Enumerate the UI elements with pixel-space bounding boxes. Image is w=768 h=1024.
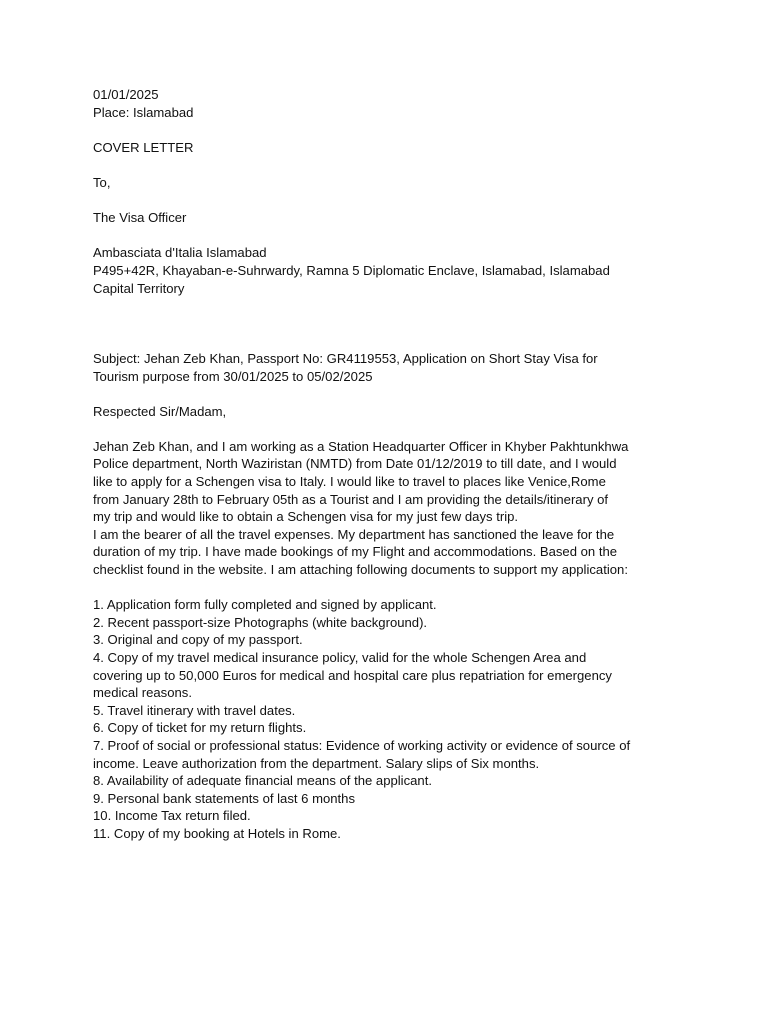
list-item <box>93 596 693 614</box>
letter-salutation: Respected Sir/Madam, <box>93 403 227 419</box>
list-item-line: 2. Recent passport-size Photographs (white background). <box>93 614 428 630</box>
body-line: I am the bearer of all the travel expenses. My department has sanctioned the leave for the <box>93 526 615 542</box>
letter-to: To, <box>93 174 111 190</box>
body-line: like to apply for a Schengen visa to Italy. I would like to travel to places like Venice,Rome <box>93 474 606 490</box>
list-item-line: 4. Copy of my travel medical insurance policy, valid for the whole Schengen Area and <box>93 650 587 665</box>
body-line: Police department, North Waziristan (NMTD) from Date 01/12/2019 to till date, and I would <box>93 456 617 472</box>
letter-address-line-2: Capital Territory <box>93 280 185 296</box>
list-item-line: income. Leave authorization from the department. Salary slips of Six months. <box>93 755 540 771</box>
letter-body <box>93 438 693 579</box>
list-item <box>93 649 693 702</box>
spacer <box>93 156 693 174</box>
letter-embassy: Ambasciata d'Italia Islamabad <box>93 245 267 261</box>
list-item-line: 1. Application form fully completed and signed by applicant. <box>93 597 437 613</box>
list-item <box>93 790 693 808</box>
list-item-line: 9. Personal bank statements of last 6 months <box>93 790 356 806</box>
list-item <box>93 614 693 632</box>
documents-list <box>93 596 693 842</box>
letter-heading: COVER LETTER <box>93 139 194 155</box>
list-item-line: 3. Original and copy of my passport. <box>93 632 303 648</box>
letter-place: Place: Islamabad <box>93 104 194 120</box>
list-item <box>93 631 693 649</box>
spacer <box>93 192 693 210</box>
list-item <box>93 772 693 790</box>
spacer <box>93 297 693 332</box>
body-line: from January 28th to February 05th as a Tourist and I am providing the details/itinerary of <box>93 491 609 507</box>
letter-subject-line-2: Tourism purpose from 30/01/2025 to 05/02/2025 <box>93 368 373 384</box>
list-item-line: medical reasons. <box>93 685 192 701</box>
list-item <box>93 807 693 825</box>
spacer <box>93 420 693 438</box>
list-item <box>93 737 693 772</box>
list-item <box>93 719 693 737</box>
list-item <box>93 825 693 843</box>
list-item-line: 6. Copy of ticket for my return flights. <box>93 720 307 736</box>
list-item-line: 11. Copy of my booking at Hotels in Rome. <box>93 825 341 841</box>
list-item-line: 10. Income Tax return filed. <box>93 808 251 824</box>
body-line: Jehan Zeb Khan, and I am working as a Station Headquarter Officer in Khyber Pakhtunkhwa <box>93 438 629 454</box>
spacer <box>93 579 693 597</box>
body-line: checklist found in the website. I am attaching following documents to support my application: <box>93 562 628 578</box>
spacer <box>93 227 693 245</box>
body-line: my trip and would like to obtain a Schengen visa for my just few days trip. <box>93 509 519 525</box>
letter-date: 01/01/2025 <box>93 87 159 102</box>
letter-subject-line-1: Subject: Jehan Zeb Khan, Passport No: GR4119553, Application on Short Stay Visa for <box>93 350 598 366</box>
letter-address-line-1: P495+42R, Khayaban-e-Suhrwardy, Ramna 5 Diplomatic Enclave, Islamabad, Islamabad <box>93 262 610 278</box>
letter-recipient: The Visa Officer <box>93 210 187 226</box>
body-line: duration of my trip. I have made bookings of my Flight and accommodations. Based on the <box>93 544 618 560</box>
list-item-line: covering up to 50,000 Euros for medical and hospital care plus repatriation for emergency <box>93 667 612 683</box>
list-item <box>93 702 693 720</box>
cover-letter-page <box>93 86 693 843</box>
spacer <box>93 332 693 350</box>
spacer <box>93 121 693 139</box>
spacer <box>93 385 693 403</box>
list-item-line: 8. Availability of adequate financial means of the applicant. <box>93 773 432 789</box>
list-item-line: 7. Proof of social or professional status: Evidence of working activity or evidence of source of <box>93 737 631 753</box>
list-item-line: 5. Travel itinerary with travel dates. <box>93 702 296 718</box>
